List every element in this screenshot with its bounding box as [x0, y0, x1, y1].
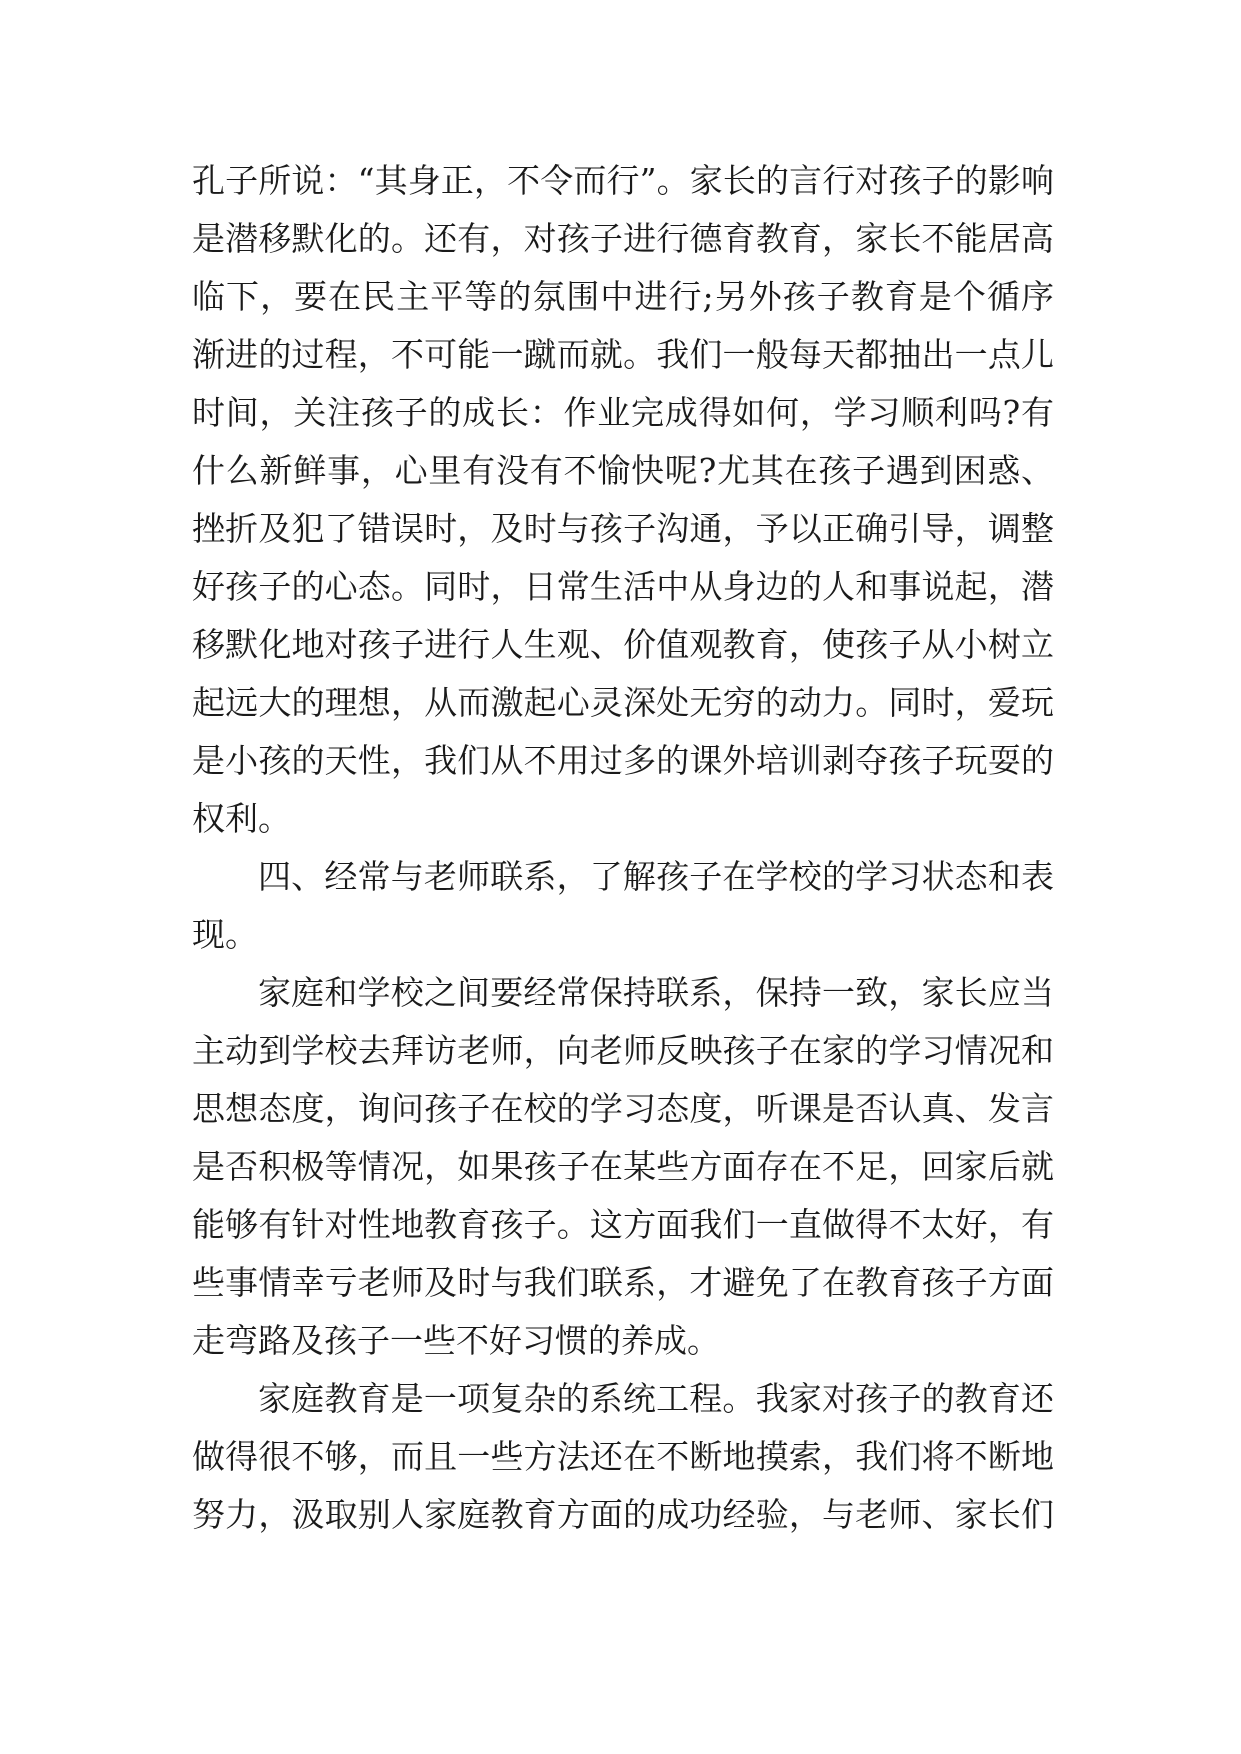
document-body — [192, 152, 1054, 1544]
text-line: 家庭和学校之间要经常保持联系，保持一致，家长应当 — [258, 973, 1054, 1012]
paragraph-1 — [192, 152, 1054, 848]
text-line: 挫折及犯了错误时，及时与孩子沟通，予以正确引导，调整 — [192, 509, 1054, 548]
text-line: 渐进的过程，不可能一蹴而就。我们一般每天都抽出一点儿 — [192, 335, 1054, 374]
text-line: 是潜移默化的。还有，对孩子进行德育教育，家长不能居高 — [192, 219, 1054, 258]
paragraph-4 — [192, 1370, 1054, 1544]
text-line: 是否积极等情况，如果孩子在某些方面存在不足，回家后就 — [192, 1147, 1054, 1186]
text-line: 走弯路及孩子一些不好习惯的养成。 — [192, 1321, 720, 1360]
text-line: 四、经常与老师联系，了解孩子在学校的学习状态和表 — [258, 857, 1054, 896]
text-line: 现。 — [192, 915, 258, 954]
text-line: 能够有针对性地教育孩子。这方面我们一直做得不太好，有 — [192, 1205, 1054, 1244]
text-line: 时间，关注孩子的成长：作业完成得如何，学习顺利吗?有 — [192, 393, 1054, 432]
text-line: 主动到学校去拜访老师，向老师反映孩子在家的学习情况和 — [192, 1031, 1054, 1070]
text-line: 好孩子的心态。同时，日常生活中从身边的人和事说起，潜 — [192, 567, 1054, 606]
text-line: 什么新鲜事，心里有没有不愉快呢?尤其在孩子遇到困惑、 — [192, 451, 1054, 490]
text-line: 做得很不够，而且一些方法还在不断地摸索，我们将不断地 — [192, 1437, 1054, 1476]
text-line: 起远大的理想，从而激起心灵深处无穷的动力。同时，爱玩 — [192, 683, 1054, 722]
section-heading-4 — [192, 848, 1054, 964]
text-line: 思想态度，询问孩子在校的学习态度，听课是否认真、发言 — [192, 1089, 1054, 1128]
text-line: 临下，要在民主平等的氛围中进行;另外孩子教育是个循序 — [192, 277, 1054, 316]
text-line: 孔子所说：“其身正，不令而行”。家长的言行对孩子的影响 — [192, 161, 1054, 200]
text-line: 家庭教育是一项复杂的系统工程。我家对孩子的教育还 — [258, 1379, 1054, 1418]
text-line: 移默化地对孩子进行人生观、价值观教育，使孩子从小树立 — [192, 625, 1054, 664]
paragraph-3 — [192, 964, 1054, 1370]
text-line: 些事情幸亏老师及时与我们联系，才避免了在教育孩子方面 — [192, 1263, 1054, 1302]
text-line: 努力，汲取别人家庭教育方面的成功经验，与老师、家长们 — [192, 1495, 1054, 1534]
text-line: 是小孩的天性，我们从不用过多的课外培训剥夺孩子玩耍的 — [192, 741, 1054, 780]
text-line: 权利。 — [192, 799, 291, 838]
